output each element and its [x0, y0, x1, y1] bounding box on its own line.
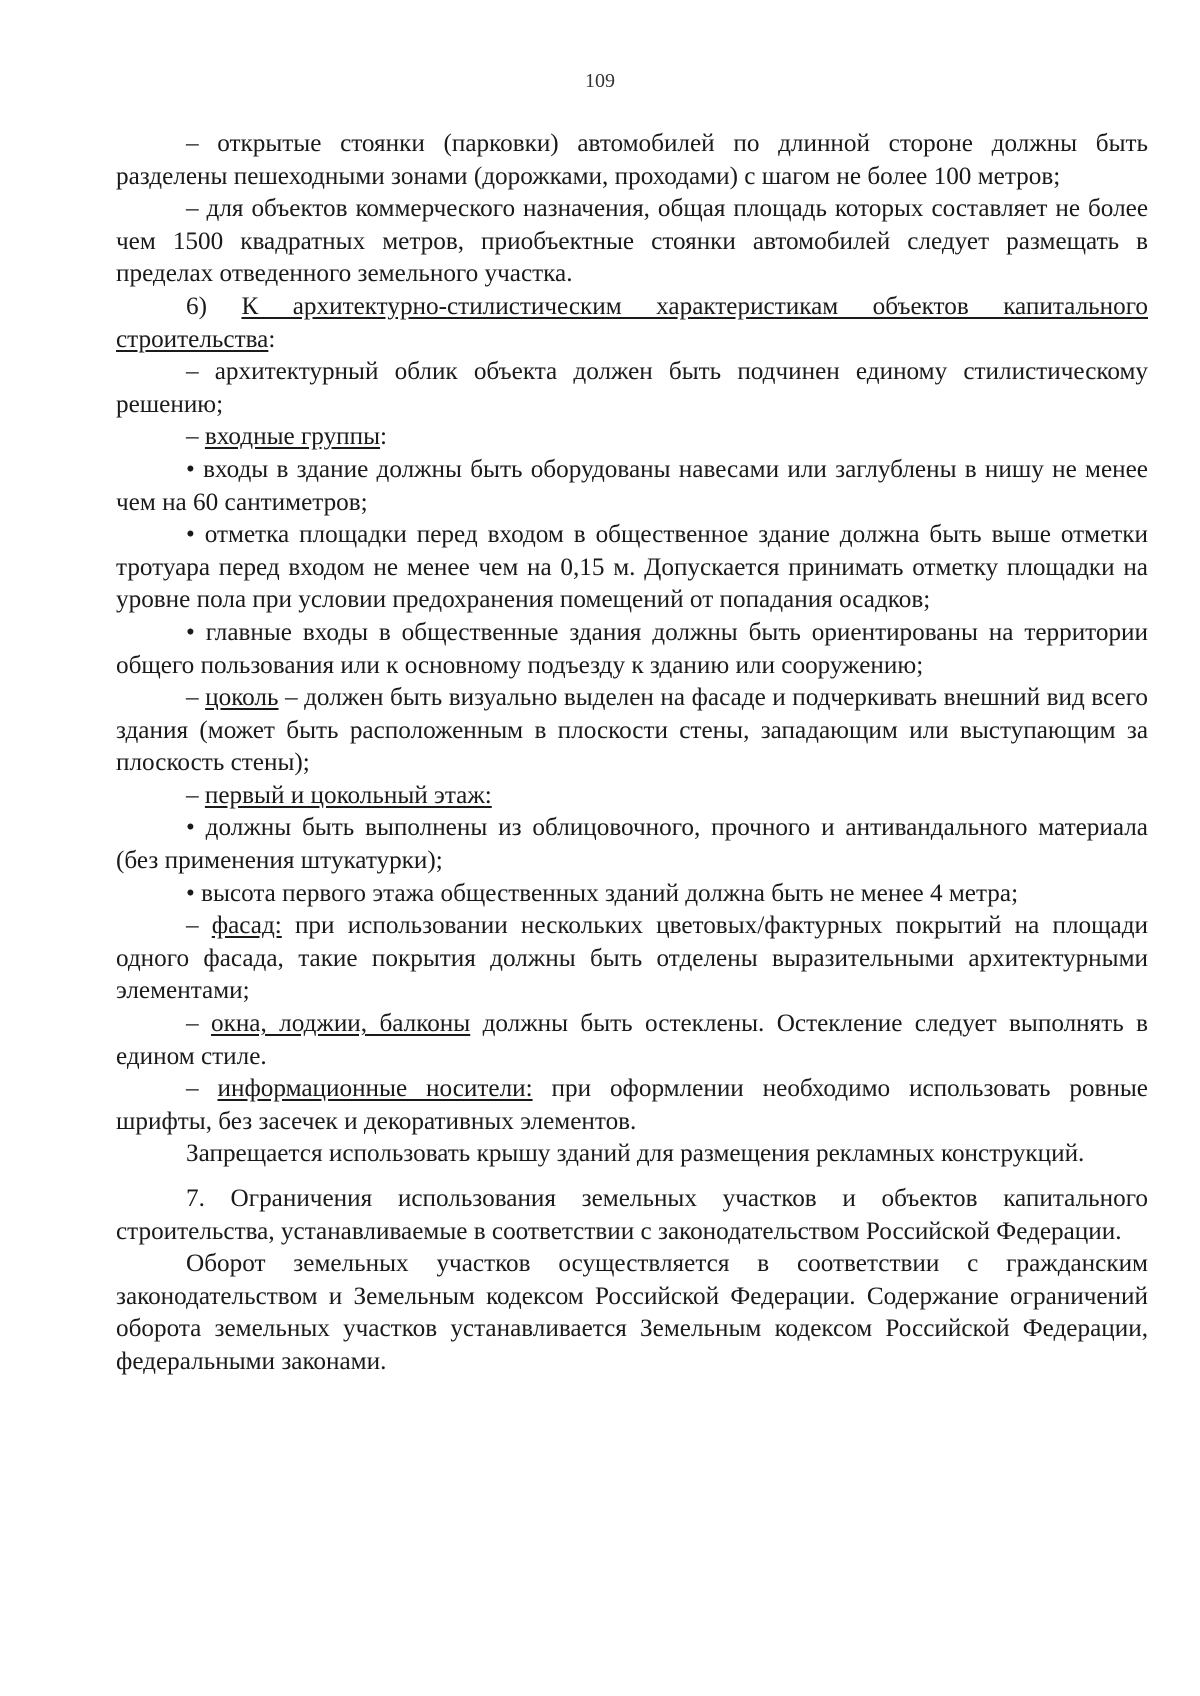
text-run: –	[186, 781, 205, 809]
text-run: Оборот земельных участков осуществляется в соответствии с гражданским законодательством и Земельным кодексом Российской Федерации. Содержание ограничений оборота земельных участков устанавливается Земельным кодексом Российской Федерации, федеральными законами.	[116, 1250, 1148, 1375]
paragraph-p2	[116, 193, 1148, 291]
text-run: Запрещается использовать крышу зданий для размещения рекламных конструкций.	[186, 1140, 1085, 1168]
text-run: –	[186, 1010, 211, 1038]
paragraph-p3	[116, 291, 1148, 356]
text-run: при оформлении необходимо использовать ровные шрифты, без засечек и декоративных элементов.	[116, 1075, 1148, 1135]
underlined-term: первый и цокольный этаж:	[204, 781, 492, 809]
paragraph-p12	[116, 878, 1148, 911]
text-run: • входы в здание должны быть оборудованы навесами или заглублены в нишу не менее чем на 60 сантиметров;	[116, 455, 1148, 516]
paragraph-p4	[116, 356, 1148, 421]
text-run: • отметка площадки перед входом в общественное здание должна быть выше отметки тротуара перед входом не менее чем на 0,15 м. Допускается принимать отметку площадки на уровне пола при условии предохранения помещений от попадания осадков;	[116, 521, 1148, 614]
underlined-term: фасад:	[211, 912, 282, 940]
paragraph-p6	[116, 454, 1148, 519]
text-run: – должен быть визуально выделен на фасаде и подчеркивать внешний вид всего здания (может быть расположенным в плоскости стены, западающим или выступающим за плоскость стены);	[116, 684, 1149, 777]
text-run: должны быть остеклены. Остекление следует выполнять в едином стиле.	[116, 1010, 1148, 1070]
text-run: • главные входы в общественные здания должны быть ориентированы на территории общего пользования или к основному подъезду к зданию или сооружению;	[116, 618, 1148, 679]
paragraph-p8	[116, 617, 1148, 682]
text-run: 6)	[186, 292, 242, 320]
page-number: 109	[585, 70, 615, 92]
text-run: :	[268, 325, 276, 353]
text-run: при использовании нескольких цветовых/фактурных покрытий на площади одного фасада, такие покрытия должны быть отделены выразительными архитектурными элементами;	[116, 912, 1149, 1005]
text-run: 7. Ограничения использования земельных участков и объектов капитального строительства, устанавливаемые в соответствии с законодательством Российской Федерации.	[116, 1185, 1148, 1245]
paragraph-p1	[116, 128, 1148, 193]
paragraph-p18	[116, 1248, 1148, 1378]
text-run: –	[186, 684, 206, 712]
document-body	[116, 128, 1148, 1379]
underlined-term: входные группы	[204, 423, 381, 451]
text-run: –	[186, 1075, 218, 1103]
text-run: – открытые стоянки (парковки) автомобилей по длинной стороне должны быть разделены пешеходными зонами (дорожками, проходами) с шагом не более 100 метров;	[116, 130, 1148, 190]
paragraph-p16	[116, 1138, 1148, 1171]
text-run: • высота первого этажа общественных зданий должна быть не менее 4 метра;	[186, 879, 1019, 907]
text-run: – для объектов коммерческого назначения, общая площадь которых составляет не более чем 1500 квадратных метров, приобъектные стоянки автомобилей следует размещать в пределах отведенного земельного участка.	[116, 195, 1148, 288]
text-run: –	[186, 912, 212, 940]
paragraph-p17	[116, 1183, 1148, 1248]
underlined-term: окна, лоджии, балконы	[210, 1010, 471, 1038]
text-run: – архитектурный облик объекта должен быть подчинен единому стилистическому решению;	[116, 358, 1148, 418]
paragraph-p15	[116, 1073, 1148, 1138]
paragraph-p7	[116, 519, 1148, 617]
paragraph-p9	[116, 682, 1148, 780]
text-run: • должны быть выполнены из облицовочного, прочного и антивандального материала (без применения штукатурки);	[116, 814, 1148, 875]
text-run: –	[186, 423, 205, 451]
paragraph-p13	[116, 910, 1148, 1008]
text-run: :	[380, 423, 388, 451]
underlined-term: К архитектурно-стилистическим характеристикам объектов капитального строительства	[116, 292, 1149, 353]
paragraph-p14	[116, 1008, 1148, 1073]
paragraph-p5	[116, 421, 1148, 454]
paragraph-p11	[116, 812, 1148, 877]
paragraph-p10	[116, 780, 1148, 813]
underlined-term: информационные носители:	[217, 1075, 533, 1103]
underlined-term: цоколь	[205, 684, 279, 712]
